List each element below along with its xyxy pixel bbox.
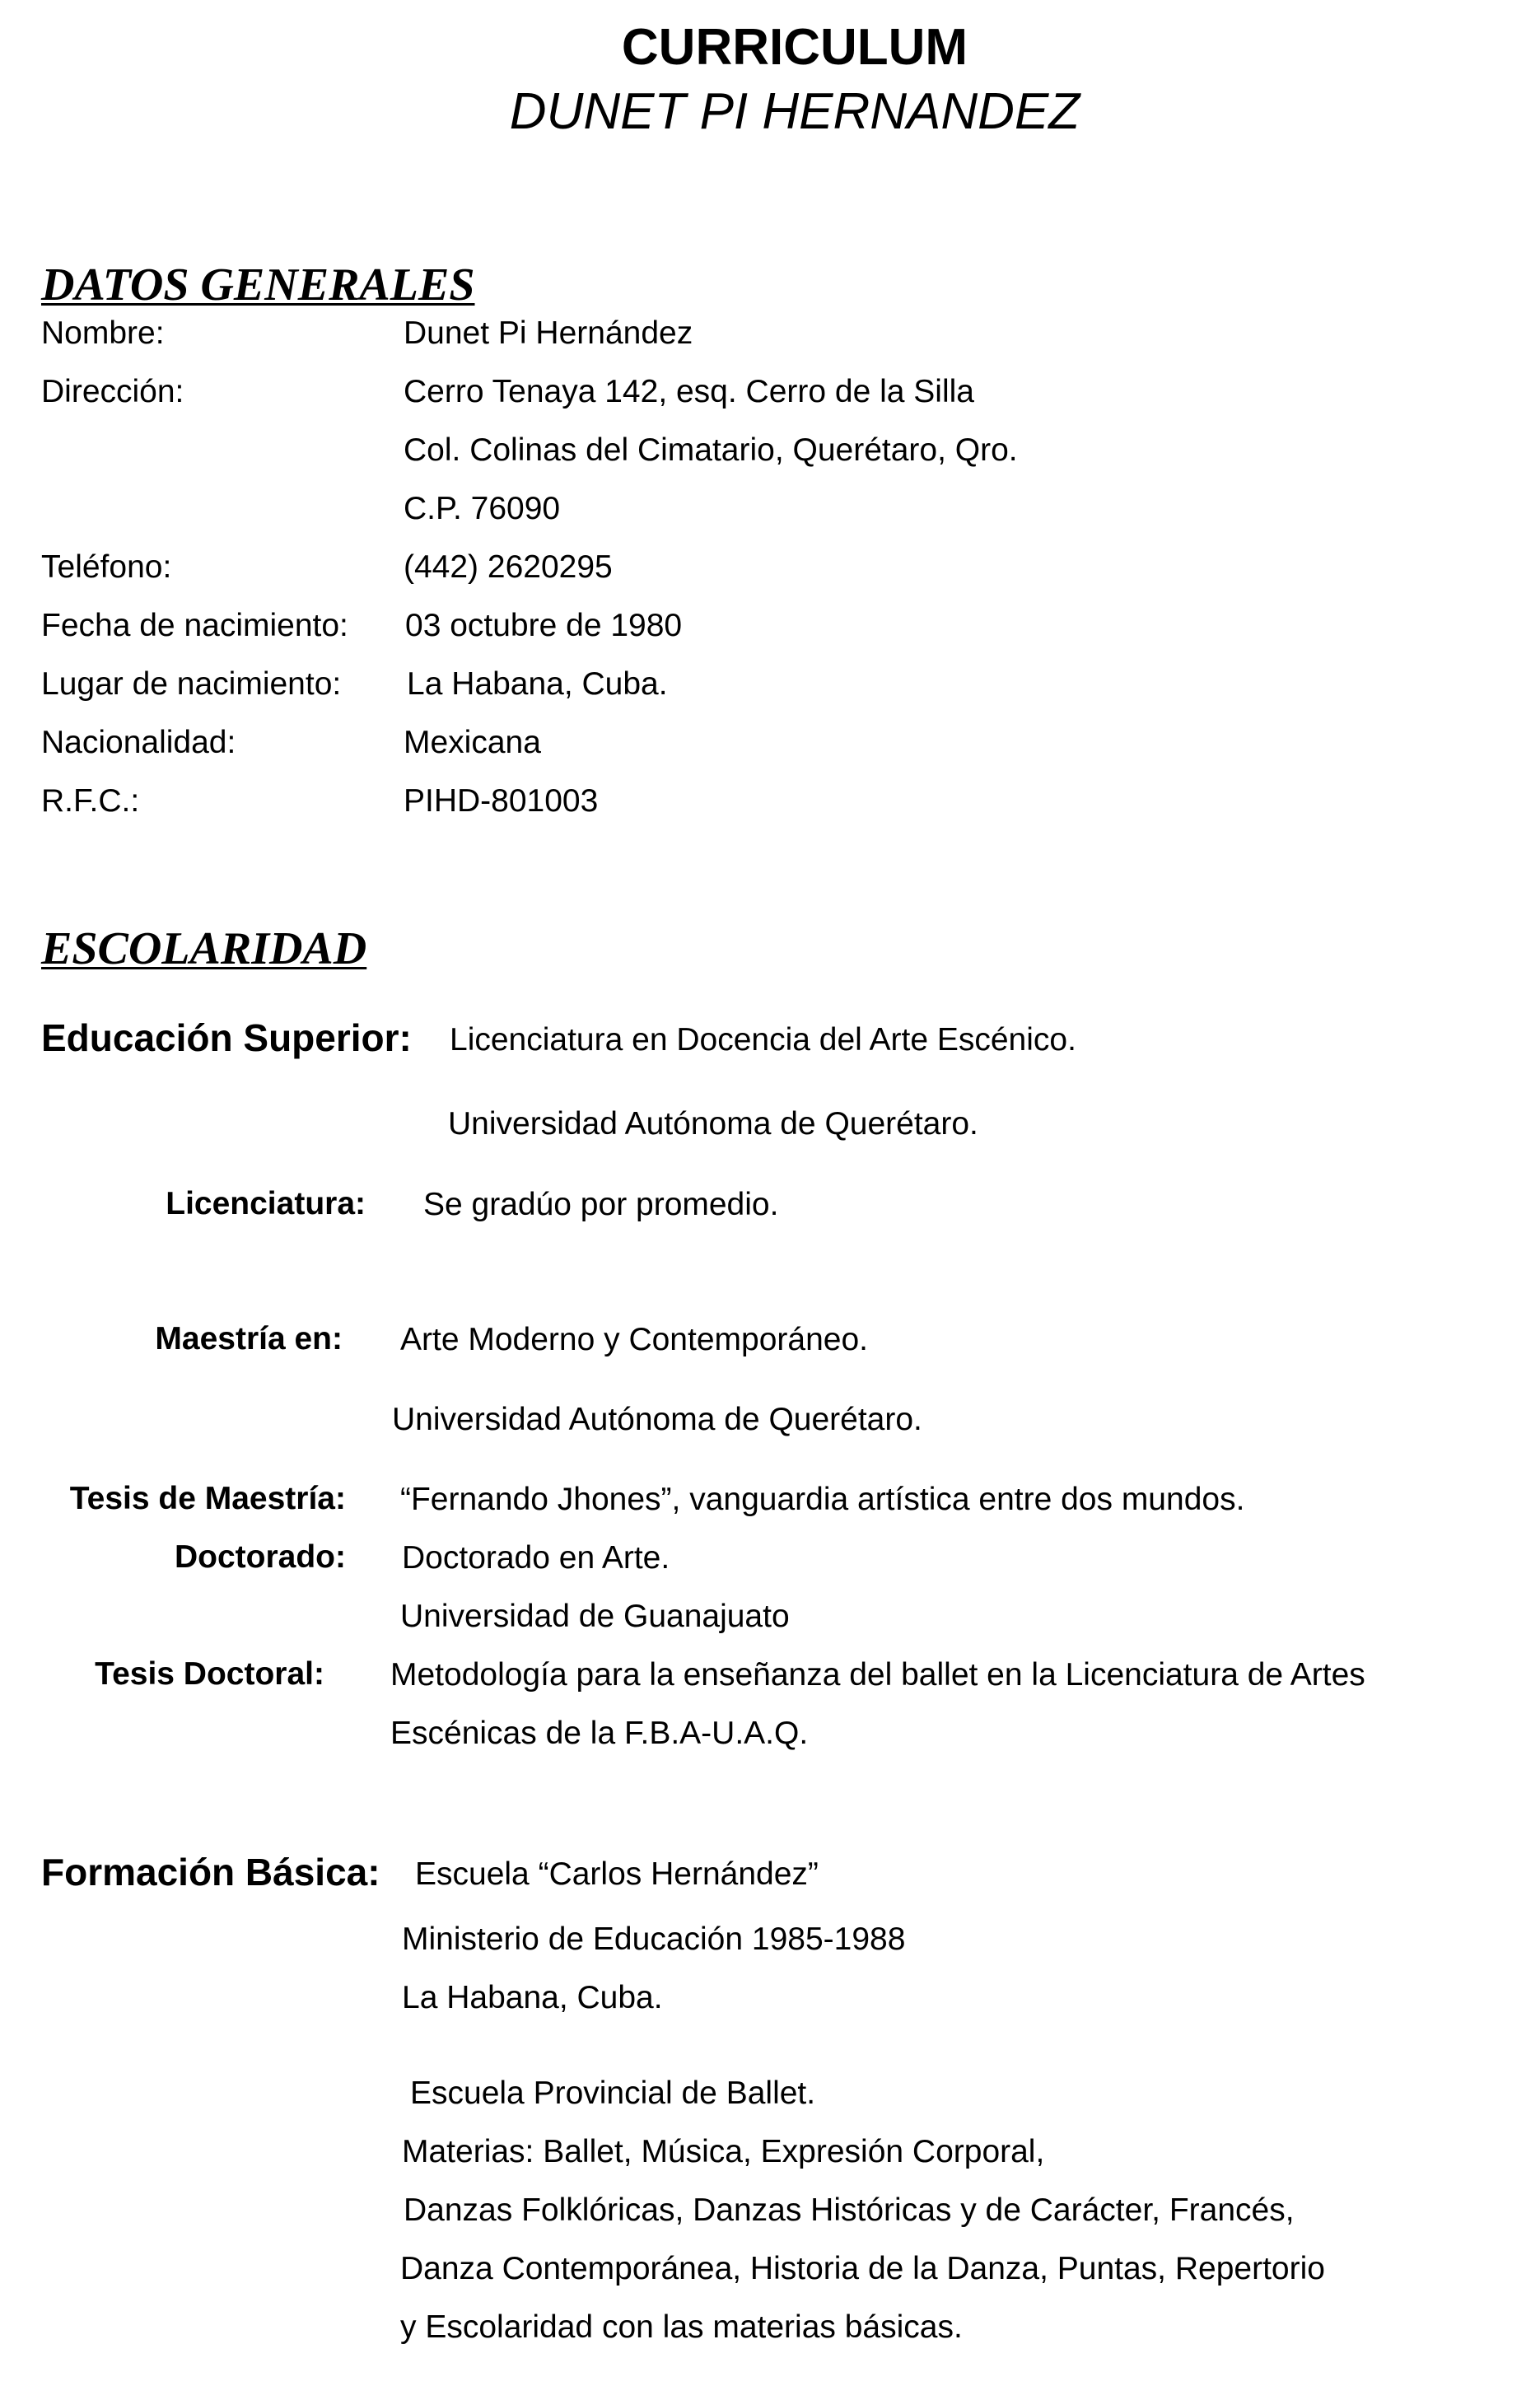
tesis-doctoral-line2: Escénicas de la F.B.A-U.A.Q. — [390, 1716, 809, 1751]
doctorado-value: Doctorado en Arte. — [402, 1540, 670, 1576]
materias-line1: Materias: Ballet, Música, Expresión Corporal, — [402, 2134, 1045, 2169]
tesis-doctoral-line1: Metodología para la enseñanza del ballet en la Licenciatura de Artes — [390, 1657, 1365, 1693]
formacion-escuela1: Escuela “Carlos Hernández” — [415, 1856, 819, 1892]
doctorado-university: Universidad de Guanajuato — [400, 1599, 790, 1634]
doctorado-label: Doctorado: — [175, 1539, 346, 1575]
nacionalidad-value: Mexicana — [404, 725, 541, 760]
direccion-line1: Cerro Tenaya 142, esq. Cerro de la Silla — [404, 374, 974, 409]
person-name-heading: DUNET PI HERNANDEZ — [509, 83, 1080, 140]
tesis-maestria-label: Tesis de Maestría: — [69, 1481, 346, 1516]
section-heading-datos-generales: DATOS GENERALES — [41, 259, 475, 311]
fecha-nacimiento-value: 03 octubre de 1980 — [405, 608, 683, 643]
rfc-label: R.F.C.: — [41, 783, 140, 819]
direccion-label: Dirección: — [41, 374, 184, 409]
telefono-value: (442) 2620295 — [404, 549, 613, 585]
maestria-label: Maestría en: — [155, 1321, 343, 1356]
educacion-superior-university: Universidad Autónoma de Querétaro. — [448, 1106, 978, 1142]
direccion-line3: C.P. 76090 — [404, 491, 561, 526]
nacionalidad-label: Nacionalidad: — [41, 725, 236, 760]
licenciatura-value: Se gradúo por promedio. — [423, 1187, 779, 1222]
educacion-superior-label: Educación Superior: — [41, 1016, 412, 1059]
telefono-label: Teléfono: — [41, 549, 172, 585]
formacion-escuela2: Escuela Provincial de Ballet. — [410, 2075, 816, 2111]
tesis-doctoral-label: Tesis Doctoral: — [95, 1656, 324, 1692]
tesis-maestria-value: “Fernando Jhones”, vanguardia artística entre dos mundos. — [400, 1482, 1245, 1517]
lugar-nacimiento-value: La Habana, Cuba. — [407, 666, 668, 702]
maestria-university: Universidad Autónoma de Querétaro. — [392, 1402, 922, 1437]
materias-line2: Danzas Folklóricas, Danzas Históricas y de Carácter, Francés, — [404, 2192, 1295, 2228]
lugar-nacimiento-label: Lugar de nacimiento: — [41, 666, 342, 702]
formacion-basica-label: Formación Básica: — [41, 1851, 380, 1893]
section-heading-escolaridad: ESCOLARIDAD — [41, 923, 367, 974]
nombre-value: Dunet Pi Hernández — [404, 315, 693, 351]
formacion-escuela1-line3: La Habana, Cuba. — [402, 1980, 663, 2015]
formacion-escuela1-line2: Ministerio de Educación 1985-1988 — [402, 1921, 906, 1957]
nombre-label: Nombre: — [41, 315, 165, 351]
educacion-superior-value: Licenciatura en Docencia del Arte Escénico. — [450, 1022, 1076, 1058]
licenciatura-label: Licenciatura: — [166, 1186, 366, 1221]
maestria-value: Arte Moderno y Contemporáneo. — [400, 1322, 868, 1357]
materias-line3: Danza Contemporánea, Historia de la Danza, Puntas, Repertorio — [400, 2251, 1325, 2286]
fecha-nacimiento-label: Fecha de nacimiento: — [41, 608, 348, 643]
materias-line4: y Escolaridad con las materias básicas. — [400, 2309, 963, 2345]
rfc-value: PIHD-801003 — [404, 783, 599, 819]
direccion-line2: Col. Colinas del Cimatario, Querétaro, Qro. — [404, 432, 1018, 468]
document-title: CURRICULUM — [621, 19, 968, 76]
